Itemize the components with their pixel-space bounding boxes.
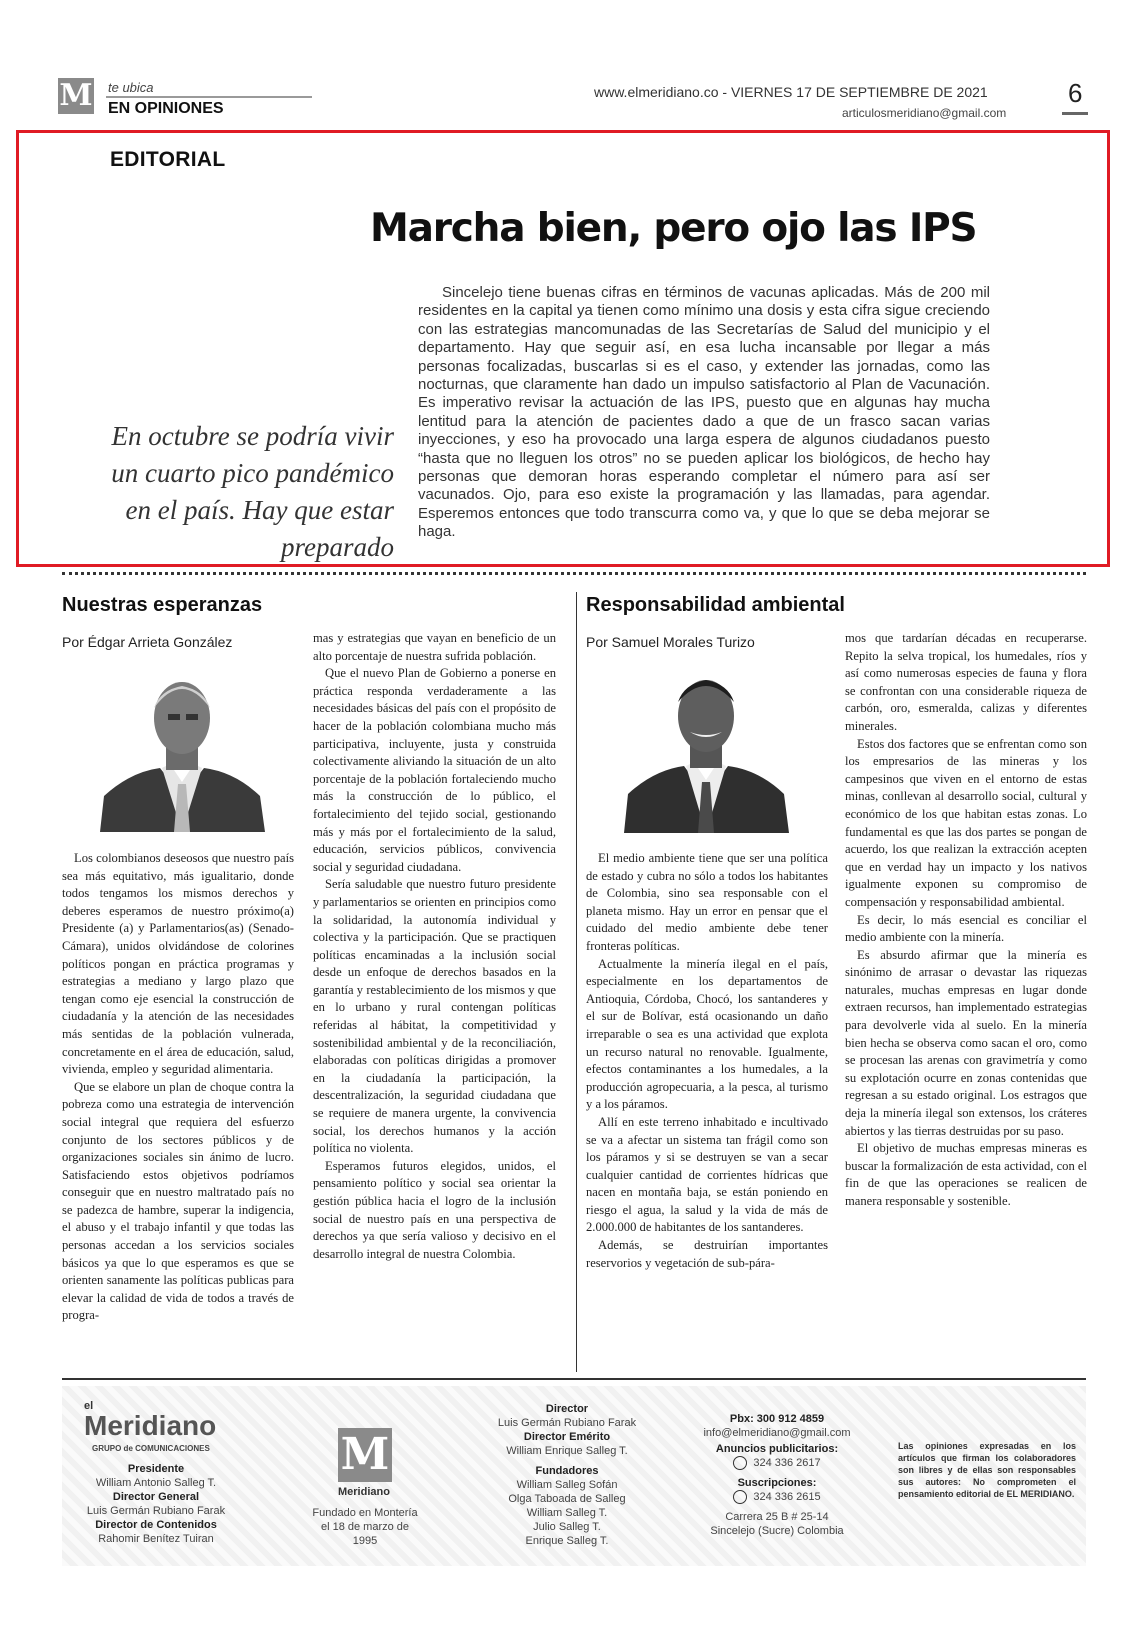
anuncios-label: Anuncios publicitarios: [715, 1443, 839, 1455]
header-tagline: te ubica [108, 80, 154, 95]
paragraph: Esperamos futuros elegidos, unidos, el pensamiento político y social sea orientar la gestión pública hacia el logro de la inclusión social de nuestro país en una perspectiva de derechos ya que sería valioso y decisivo en el desarrollo integral de nuestra Colombia. [313, 1158, 556, 1261]
paragraph: El medio ambiente tiene que ser una política de estado y cubra no sólo a todos los habitantes de Colombia, sino sea responsable con el planeta mismo. Hay un error en pensar que el cuidado del medio ambiente debe tener fronteras políticas. [586, 851, 828, 953]
footer-rule [62, 1378, 1086, 1380]
fundador: Olga Taboada de Salleg [508, 1493, 626, 1505]
column-right-text-1 [586, 850, 828, 1272]
fundador: William Salleg Sofán [516, 1479, 618, 1491]
header-email: articulosmeridiano@gmail.com [842, 106, 1007, 120]
footer-brand-el: el [84, 1400, 94, 1412]
paragraph: Estos dos factores que se enfrentan como son los empresarios de las mineras y los campesinos que viven en el entorno de estas minas, conllevan al desarrollo social, cultural y económico de los que habitan estas zonas. Lo fundamental es que las dos partes se pongan de acuerdo, los que realizan la extracción acepten que en verdad hay un impacto y los nativos igualmente exponen su compromiso de compensación y responsabilidad ambiental. [845, 736, 1087, 909]
footer-brand-sub: GRUPO de COMUNICACIONES [92, 1444, 210, 1453]
paragraph: mos que tardarían décadas en recuperarse. Repito la selva tropical, los humedales, ríos y así como numerosas especies de fauna y flora se confrontan con una considerable riqueza de carbón, oro, esmeralda, calizas y diferentes minerales. [845, 631, 1087, 733]
author-photo-morales [624, 668, 789, 833]
footer-staff-left [72, 1462, 240, 1546]
column-right-title: Responsabilidad ambiental [586, 594, 845, 616]
dotted-divider [62, 572, 1086, 575]
paragraph: Actualmente la minería ilegal en el país, especialmente en los departamentos de Antioquia, Córdoba, Chocó, los santanderes y el sur de Bolívar, está ocasionando un daño irreparable o sea es una actividad que explota un recurso natural no renovable. Igualmente, efectos contaminantes a los humedales, a la producción agropecuaria, a la pesca, al turismo y a los páramos. [586, 956, 828, 1112]
header-rule [106, 96, 312, 98]
editorial-pull-quote: En octubre se podría vivir un cuarto pico pandémico en el país. Hay que estar preparado [111, 421, 394, 562]
paragraph: Además, se destruirían importantes reservorios y vegetación de sub-pára- [586, 1238, 828, 1270]
founded-note: Fundado en Montería el 18 de marzo de 1995 [312, 1507, 418, 1547]
column-right-byline: Por Samuel Morales Turizo [586, 634, 755, 650]
footer-brand-name: Meridiano [84, 1410, 217, 1441]
director-contenidos-name: Rahomir Benítez Tuiran [98, 1533, 214, 1545]
anuncios-phone [692, 1456, 862, 1470]
page-number: 6 [1068, 78, 1083, 108]
fundador: Julio Salleg T. [533, 1521, 601, 1533]
paragraph: Sería saludable que nuestro futuro presidente y parlamentarios se orienten en principios como la solidaridad, la autonomía individual y colectiva y la participación. Que se practiquen políticas encaminadas a la inclusión social desde un enfoque de derechos basados en la garantía y restablecimiento de los mismos y que en lo urbano y rural contengan políticas referidas al hábitat, la competitividad y sostenibilidad ambiental y de la reconciliación, elaboradas con políticas dirigidas a promover en la ciudadanía la participación, la descentralización, la seguridad ciudadana que se requiere de manera urgente, la convivencia social, los derechos humanos y la acción política no violenta. [313, 877, 556, 1156]
paragraph: Que el nuevo Plan de Gobierno a ponerse en práctica responda verdaderamente a las necesidades básicas del país con el propósito de hacer de la población colombiana mucho más participativa, incluyente, justa y construida colectivamente aliviando la situación de un alto porcentaje de la población fortaleciendo mucho más la construcción de lo público, el fortalecimiento del tejido social, gestionando más y más por el fortalecimiento de la salud, educación, servicios públicos, convivencia social y seguridad ciudadana. [313, 666, 556, 874]
director-general-name: Luis Germán Rubiano Farak [86, 1505, 226, 1517]
editorial-title: Marcha bien, pero ojo las IPS [370, 206, 977, 251]
suscripciones-label: Suscripciones: [737, 1477, 817, 1490]
column-left-text-2 [313, 630, 556, 1263]
director-contenidos-label: Director de Contenidos [95, 1519, 217, 1531]
footer-logo-name: Meridiano [338, 1486, 390, 1498]
address-line-1: Carrera 25 B # 25-14 [725, 1511, 829, 1524]
paragraph: mas y estrategias que vayan en beneficio de un alto porcentaje de nuestra sufrida población. [313, 631, 556, 663]
pbx-number: Pbx: 300 912 4859 [729, 1413, 825, 1425]
section-label: EN OPINIONES [108, 100, 224, 117]
presidente-label: Presidente [127, 1463, 185, 1475]
address-line-2: Sincelejo (Sucre) Colombia [710, 1525, 844, 1538]
paragraph: Que se elabore un plan de choque contra la pobreza como una estrategia de intervención social integral que requiera del esfuerzo conjunto de los sectores públicos y de organizaciones sociales sin ánimo de lucro. Satisfaciendo estos objetivos podríamos conseguir que en nuestro maltratado país no se padezca de hambre, superar la indigencia, el abuso y el trabajo infantil y que todas las personas accedan a los servicios sociales básicos ya que lo que esperamos es que se orienten sanamente las políticas publicas para elevar la calidad de vida de todos a través de progra- [62, 1079, 294, 1323]
paragraph: Es absurdo afirmar que la minería es sinónimo de arrasar o devastar las riquezas naturales, muchas empresas en lugar donde extraen recursos, han implementado estrategias para devolverle vida al suelo. En la minería bien hecha se observa como sacan el oro, como se procesan las arenas con gravimetría y como su explotación ocurre en zonas contenidas que regresan a su estado original. Los estragos que deja la minería ilegal son extensos, los cráteres abiertos y las tierras destruidas por su paso. [845, 947, 1087, 1138]
paragraph: Los colombianos deseosos que nuestro país sea más equitativo, más igualitario, donde todos tengamos los mismos derechos y deberes esperamos de nuestro próximo(a) Presidente (a) y Parlamentarios(as) (Senado-Cámara), unidos olvidándose de colorines políticos pongan en práctica programas y estrategias a mediano y largo plazo que tengan como eje esencial la construcción de ciudadanía y la atención de las necesidades más sentidas de la población vulnerada, concretamente en el área de educación, salud, vivienda, empleo y seguridad alimentaria. [62, 851, 294, 1077]
footer-staff-center [482, 1402, 652, 1548]
director-emerito-name: William Enrique Salleg T. [506, 1445, 628, 1457]
newspaper-logo: M [59, 78, 93, 113]
editorial-kicker: EDITORIAL [110, 148, 226, 171]
fundadores-label: Fundadores [535, 1465, 599, 1477]
column-left-text-1 [62, 850, 294, 1325]
whatsapp-icon [733, 1456, 747, 1470]
author-photo-arrieta [100, 672, 265, 832]
whatsapp-icon [733, 1490, 747, 1504]
footer-contact [692, 1412, 862, 1538]
column-right-text-2 [845, 630, 1087, 1211]
column-separator [576, 592, 577, 1372]
fundador: Enrique Salleg T. [525, 1535, 609, 1547]
column-left-title: Nuestras esperanzas [62, 594, 263, 616]
fundador: William Salleg T. [526, 1507, 608, 1519]
paragraph: Es decir, lo más esencial es conciliar el medio ambiente con la minería. [845, 912, 1087, 945]
anuncios-tel: 324 336 2617 [753, 1457, 821, 1469]
paragraph: El objetivo de muchas empresas mineras es buscar la formalización de esta actividad, con el fin de que las operaciones se realicen de manera responsable y sostenible. [845, 1141, 1087, 1208]
director-emerito-label: Director Emérito [523, 1431, 611, 1443]
director-label: Director [545, 1403, 589, 1415]
presidente-name: William Antonio Salleg T. [95, 1477, 217, 1489]
paragraph: Allí en este terreno inhabitado e incultivado se va a afectar un sistema tan frágil como son los páramos y si se destruyen se van a secar cualquier cantidad de corrientes hídricas que nacen en montaña baja, se están poniendo en riesgo el agua, la salud y la vida de más de 2.000.000 de habitantes de los santanderes. [586, 1114, 828, 1235]
footer-disclaimer: Las opiniones expresadas en los artículos que firman los colaboradores son libres y de ellas son responsables sus autores: No comprometen el pensamiento editorial de EL MERIDIANO. [898, 1441, 1076, 1499]
suscripciones-tel: 324 336 2615 [753, 1491, 821, 1504]
site-and-date: www.elmeridiano.co - VIERNES 17 DE SEPTIEMBRE DE 2021 [594, 84, 988, 100]
contact-email: info@elmeridiano@gmail.com [703, 1427, 851, 1439]
director-general-label: Director General [112, 1491, 200, 1503]
editorial-body: Sincelejo tiene buenas cifras en términos de vacunas aplicadas. Más de 200 mil residentes en la capital ya tienen como mínimo una dosis y esta cifra sigue creciendo con las estrategias mancomunadas de las Secretarías de Salud del municipio y el departamento. Hay que seguir así, en esa lucha incansable por llegar a más personas focalizadas, buscarlas si es el caso, y extender las jornadas, como las nocturnas, que claramente han dado un impulso satisfactorio al Plan de Vacunación. Es imperativo revisar la actuación de las IPS, puesto que en algunas hay mucha lentitud para la atención de pacientes dado a que de un frasco sacan varias inyecciones, y eso ha provocado una larga espera de algunos ciudadanos puesto “hasta que no lleguen los otros” no se pueden aplicar los biológicos, de hecho hay personas que demoran horas esperando completar el número para así ser vacunados. Ojo, para eso existe la programación y las llamadas, para agendar. Esperemos entonces que todo transcurra como va, y que lo que se deba mejorar se haga. [418, 284, 990, 541]
column-left-byline: Por Édgar Arrieta González [62, 634, 233, 650]
footer-logo-m: M [338, 1428, 392, 1482]
page-number-rule [1062, 112, 1088, 115]
suscripciones-phone [692, 1490, 862, 1504]
director-name: Luis Germán Rubiano Farak [497, 1417, 637, 1429]
